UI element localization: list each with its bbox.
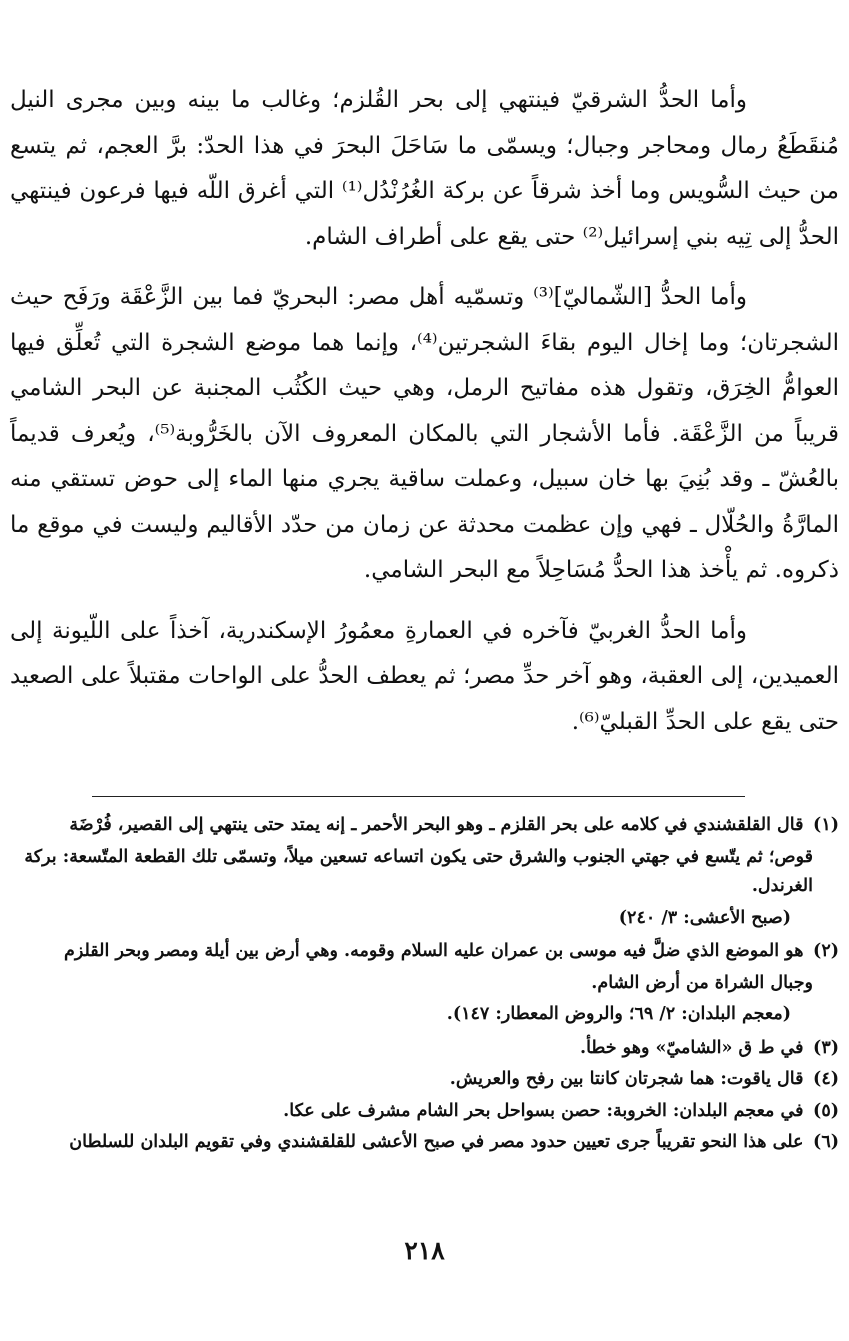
footnote-text: قال القلقشندي في كلامه على بحر القلزم ـ وهو البحر الأحمر ـ إنه يمتد حتى ينتهي إلى القصير، فُرْضَة: [69, 815, 804, 835]
footnote-3: [8, 1034, 839, 1064]
footnote-5: [8, 1097, 839, 1127]
footnote-1: [8, 811, 839, 841]
footnote-number: (٣): [813, 1037, 839, 1058]
main-text: [10, 78, 839, 760]
footnote-2-reference: (معجم البلدان: ٢/ ٦٩؛ والروض المعطار: ١٤٧).: [446, 1004, 791, 1024]
footnote-1-continuation: قوص؛ ثم يتّسع في جهتي الجنوب والشرق حتى يكون اتساعه تسعين ميلاً، وتسمّى تلك القطعة المتّسعة: بركة الغرندل.: [24, 846, 813, 896]
footnote-number: (٤): [813, 1069, 839, 1089]
footnote-text: في معجم البلدان: الخروبة: حصن بسواحل بحر الشام مشرف على عكا.: [283, 1100, 804, 1121]
footnote-text: في ط ق «الشاميّ» وهو خطأ.: [579, 1037, 804, 1058]
footnote-text: هو الموضع الذي ضلَّ فيه موسى بن عمران عليه السلام وقومه. وهي أرض بين أيلة ومصر وبحر القلزم: [64, 941, 804, 961]
footnote-number: (١): [813, 815, 839, 835]
paragraph-western-border: وأما الحدُّ الغربيّ فآخره في العمارةِ معمُورُ الإسكندرية، آخذاً على اللّيونة إلى العميدين، إلى العقبة، وهو آخر حدِّ مصر؛ ثم يعطف الحدُّ على الواحات مقتبلاً على الصعيد حتى يقع على الحدِّ القبليّ⁽⁶⁾.: [10, 617, 839, 735]
footnote-4: [8, 1065, 839, 1095]
page-number: ٢١٨: [404, 1236, 445, 1265]
footnote-text: قال ياقوت: هما شجرتان كانتا بين رفح والعريش.: [449, 1069, 804, 1089]
footnote-number: (٢): [813, 941, 839, 961]
footnote-number: (٦): [813, 1132, 839, 1152]
footnote-2: [8, 937, 839, 967]
footnote-1-reference: (صبح الأعشى: ٣/ ٢٤٠): [618, 907, 791, 928]
footnotes: [8, 811, 839, 1160]
footnote-text: على هذا النحو تقريباً جرى تعيين حدود مصر في صبح الأعشى للقلقشندي وفي تقويم البلدان للسلطان: [69, 1132, 804, 1152]
paragraph-eastern-border: وأما الحدُّ الشرقيّ فينتهي إلى بحر القُلزم؛ وغالب ما بينه وبين مجرى النيل مُنقَطَعُ رمال ومحاجر وجبال؛ ويسمّى ما سَاحَلَ البحرَ في هذا الحدّ: برَّ العجم، ثم يتسع من حيث السُّويس وما أخذ شرقاً عن بركة الغُرُنْدُل⁽¹⁾ التي أغرق اللّه فيها فرعون فينتهي الحدُّ إلى تِيه بني إسرائيل⁽²⁾ حتى يقع على أطراف الشام.: [10, 87, 839, 250]
footnote-number: (٥): [813, 1100, 839, 1121]
footnote-separator: [92, 796, 745, 797]
paragraph-northern-border: وأما الحدُّ [الشّماليّ]⁽³⁾ وتسمّيه أهل مصر: البحريّ فما بين الزَّعْقَة ورَفَح حيث الشجرتان؛ وما إخال اليوم بقاءَ الشجرتين⁽⁴⁾، وإنما هما موضع الشجرة التي تُعلِّق فيها العوامُّ الخِرَق، وتقول هذه مفاتيح الرمل، وهي حيث الكُثُب المجنبة عن البحر الشامي قريباً من الزَّعْقَة. فأما الأشجار التي بالمكان المعروف الآن بالخَرُّوبة⁽⁵⁾، ويُعرف قديماً بالعُشّ ـ وقد بُنِيَ بها خان سبيل، وعملت ساقية يجري منها الماء إلى حوض تستقي منه المارَّةُ والحُلّال ـ فهي وإن عظمت محدثة عن زمان من حدّد الأقاليم وليست في موقع ما ذكروه. ثم يأْخذ هذا الحدُّ مُسَاحِلاً مع البحر الشامي.: [10, 284, 840, 583]
footnote-2-continuation: وجبال الشراة من أرض الشام.: [591, 972, 813, 993]
footnote-6: [8, 1128, 839, 1158]
